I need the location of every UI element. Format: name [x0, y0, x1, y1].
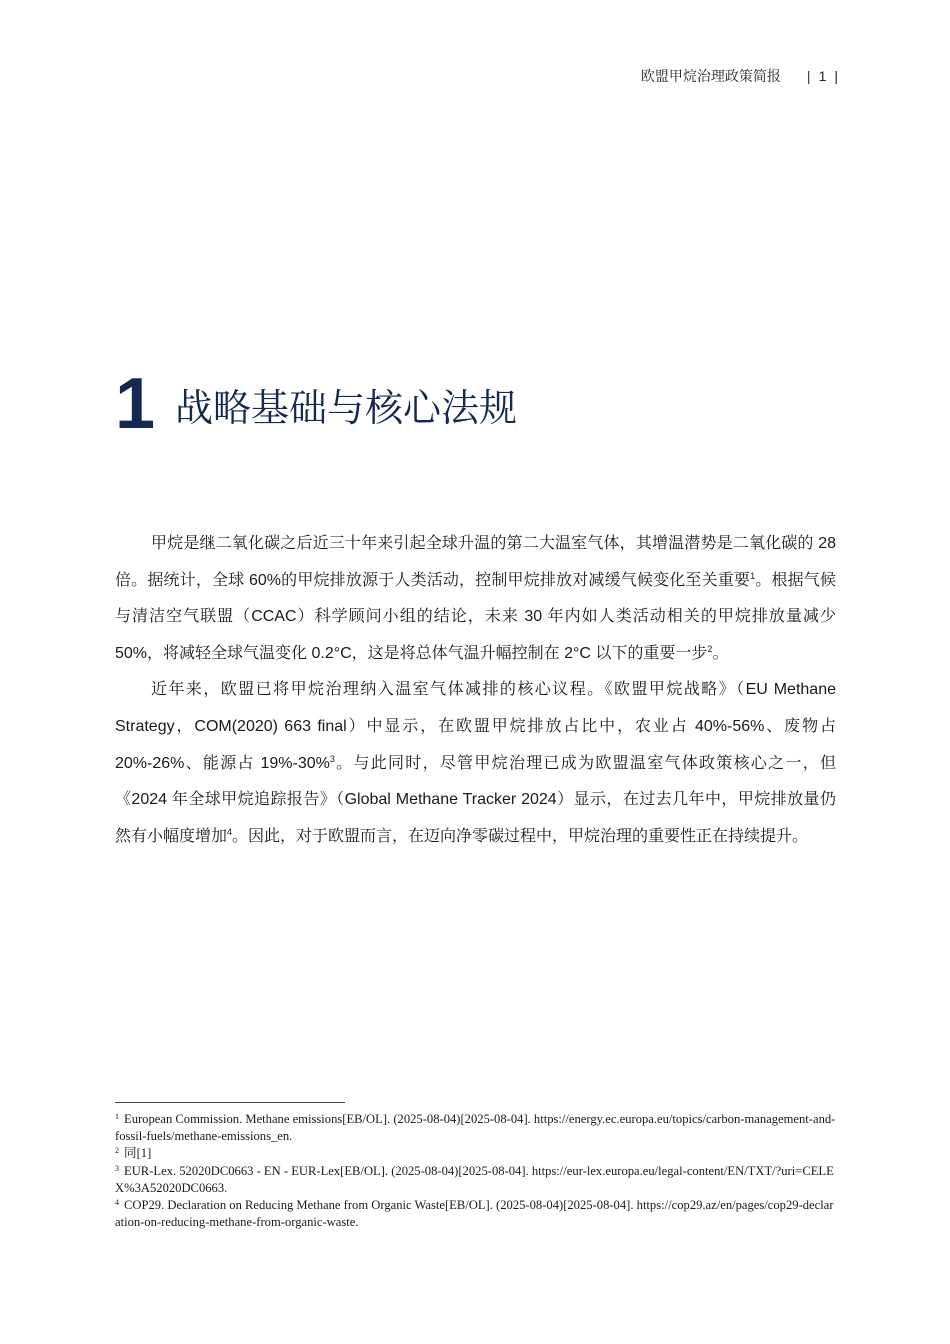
- footnote-2: [115, 1145, 836, 1162]
- footnote-ref-2[interactable]: 2: [707, 643, 713, 654]
- body-text: [115, 526, 836, 855]
- footnote-text[interactable]: EUR-Lex. 52020DC0663 - EN - EUR-Lex[EB/OL]. (2025-08-04)[2025-08-04]. https://eur-lex.europa.eu/legal-content/EN/TXT/?uri=CELEX%3A52020DC0663.: [115, 1163, 834, 1195]
- footnote-number: 3: [115, 1163, 119, 1173]
- footnote-ref-1[interactable]: 1: [750, 570, 756, 581]
- chapter-number: 1: [115, 364, 154, 444]
- paragraph-1: [115, 526, 836, 672]
- footnote-number: 4: [115, 1198, 119, 1208]
- footnote-3: [115, 1163, 836, 1197]
- footnote-number: 1: [115, 1112, 119, 1121]
- footnote-ref-4[interactable]: 4: [227, 826, 233, 837]
- footnotes: [115, 1111, 836, 1231]
- paragraph-text: 。根据气候与清洁空气联盟（CCAC）科学顾问小组的结论，未来 30 年内如人类活动相关的甲烷排放量减少 50%，将减轻全球气温变化 0.2°C，这是将总体气温升幅控制在 2°C 以下的重要一步: [115, 571, 836, 662]
- footnote-divider: [115, 1102, 345, 1103]
- paragraph-2: [115, 672, 836, 855]
- paragraph-text: 。因此，对于欧盟而言，在迈向净零碳过程中，甲烷治理的重要性正在持续提升。: [232, 827, 809, 845]
- footnote-text[interactable]: COP29. Declaration on Reducing Methane from Organic Waste[EB/OL]. (2025-08-04)[2025-08-04]. https://cop29.az/en/pages/cop29-declaration-on-reducing-methane-from-organic-waste.: [115, 1198, 834, 1230]
- paragraph-text: 近年来，欧盟已将甲烷治理纳入温室气体减排的核心议程。《欧盟甲烷战略》（EU Methane Strategy，COM(2020) 663 final）中显示，在欧盟甲烷排放占比中，农业占 40%-56%、废物占 20%-26%、能源占 19%-30%: [115, 681, 836, 772]
- header-separator-right: |: [834, 68, 838, 84]
- page-number: 1: [818, 68, 827, 84]
- chapter-heading: [115, 364, 518, 444]
- footnote-text: 同[1]: [124, 1146, 152, 1161]
- paragraph-text: 。: [712, 644, 729, 662]
- chapter-title: 战略基础与核心法规: [175, 388, 518, 430]
- running-header: [641, 66, 838, 86]
- footnote-1: [115, 1111, 836, 1145]
- footnote-text[interactable]: European Commission. Methane emissions[EB/OL]. (2025-08-04)[2025-08-04]. https://energy.ec.europa.eu/topics/carbon-management-and-fossil-fuels/methane-emissions_en.: [115, 1112, 836, 1144]
- footnote-number: 2: [115, 1146, 119, 1156]
- document-title: 欧盟甲烷治理政策简报: [640, 68, 781, 84]
- paragraph-text: 。与此同时，尽管甲烷治理已成为欧盟温室气体政策核心之一，但《2024 年全球甲烷追踪报告》（Global Methane Tracker 2024）显示，在过去几年中，甲烷排放量仍然有小幅度增加: [115, 754, 836, 845]
- footnote-4: [115, 1197, 836, 1231]
- footnote-ref-3[interactable]: 3: [329, 753, 335, 764]
- header-separator-left: |: [806, 68, 811, 84]
- paragraph-text: 甲烷是继二氧化碳之后近三十年来引起全球升温的第二大温室气体，其增温潜势是二氧化碳的 28 倍。据统计，全球 60%的甲烷排放源于人类活动，控制甲烷排放对减缓气候变化至关重要: [115, 535, 836, 589]
